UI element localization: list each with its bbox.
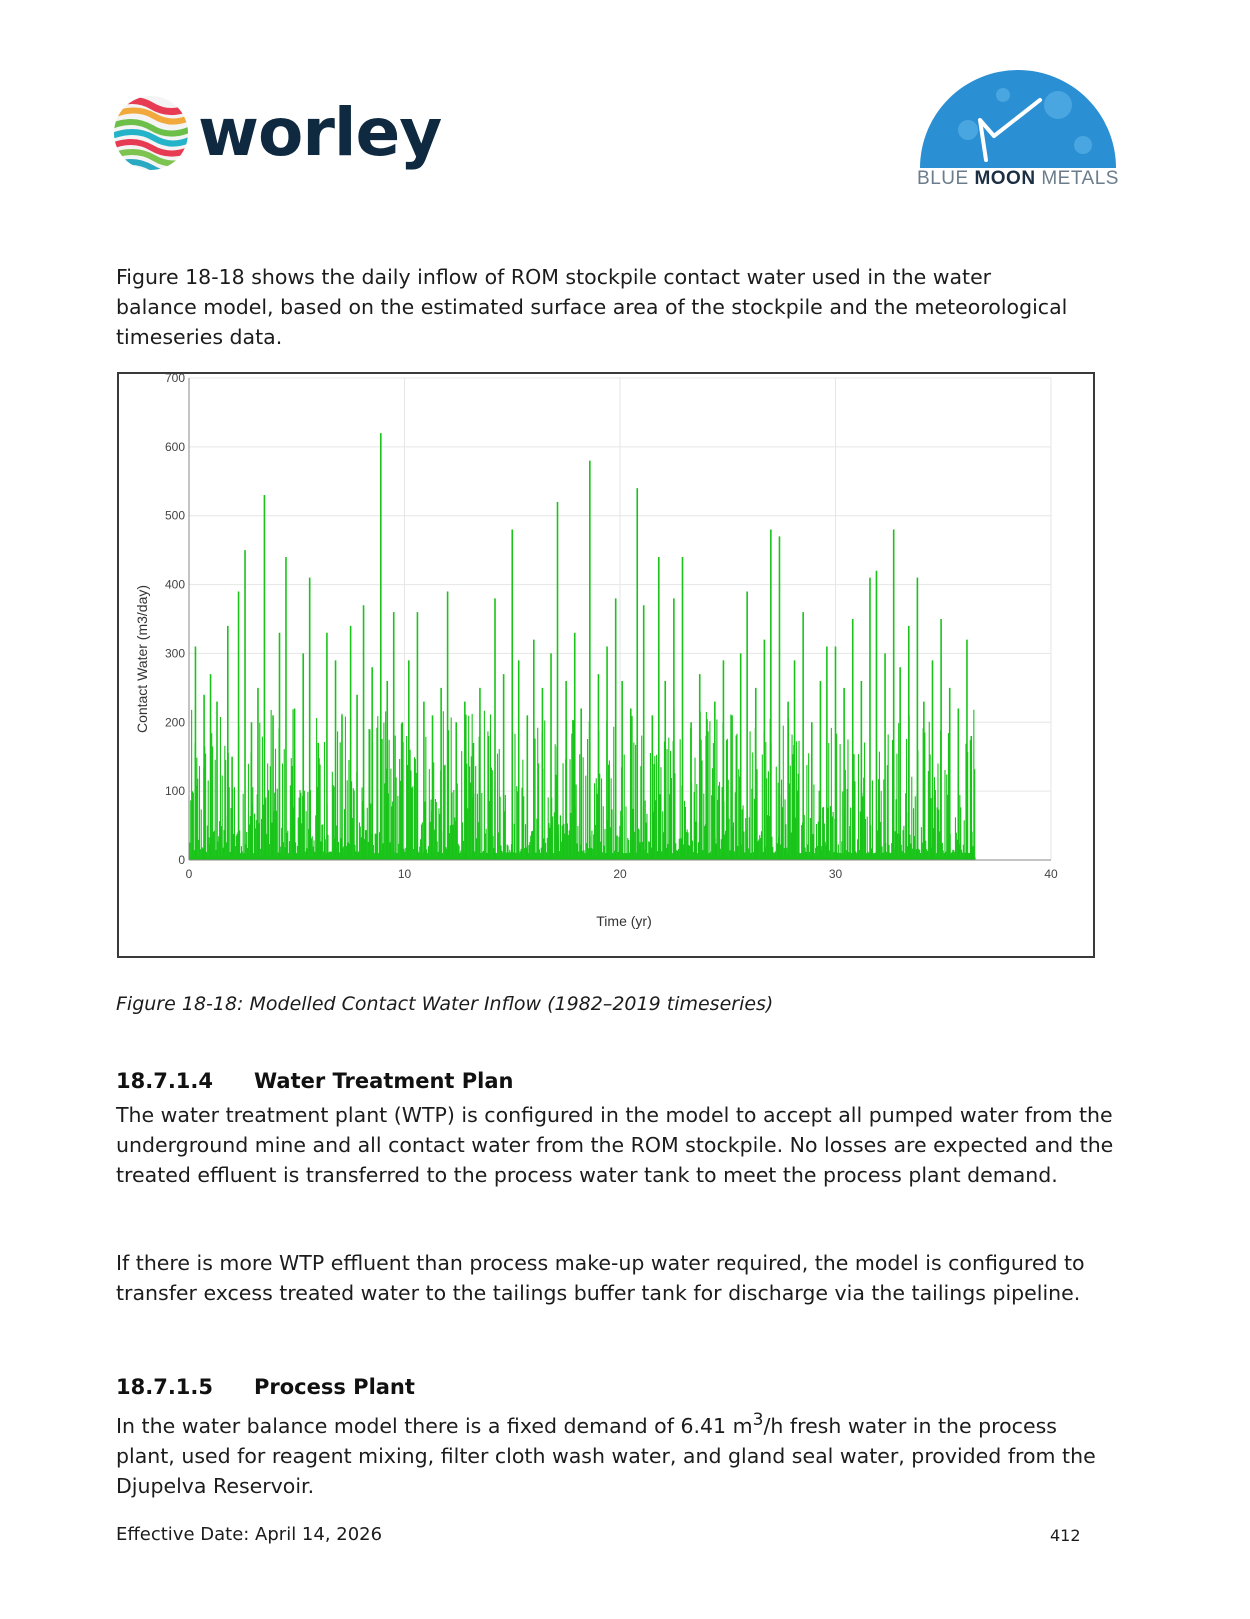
worley-logo (112, 88, 441, 178)
section-heading-water-treatment (116, 1069, 514, 1093)
moon-dome-icon (908, 60, 1128, 170)
unit-superscript: 3 (752, 1410, 764, 1430)
section-title: Water Treatment Plan (254, 1069, 514, 1093)
y-tick-label: 200 (164, 715, 185, 730)
y-tick-label: 100 (164, 784, 185, 799)
intro-paragraph: Figure 18-18 shows the daily inflow of ROM stockpile contact water used in the water balance model, based on the estimated surface area of the stockpile and the meteorological timeseries data. (116, 265, 1068, 349)
x-tick-label: 0 (185, 867, 193, 881)
y-axis-label: Contact Water (m3/day) (134, 584, 150, 734)
x-tick-label: 40 (1044, 867, 1058, 881)
x-tick-label: 20 (613, 867, 627, 881)
chart-svg (119, 374, 1093, 956)
y-tick-label: 300 (164, 646, 185, 661)
y-tick-label: 400 (164, 577, 185, 592)
blue-moon-metals-text: BLUE MOON METALS (917, 168, 1119, 189)
y-tick-label: 700 (164, 374, 185, 385)
contact-water-chart (117, 372, 1095, 958)
effective-date: Effective Date: April 14, 2026 (116, 1524, 383, 1545)
x-tick-label: 30 (828, 867, 843, 881)
blue-moon-metals-logo (908, 60, 1128, 200)
page-number: 412 (1050, 1526, 1081, 1545)
section-heading-process-plant (116, 1375, 415, 1399)
process-plant-paragraph: In the water balance model there is a fixed demand of 6.41 $m^3/h$ fresh water in the process plant, used for reagent mixing, filter cloth wash water, and gland seal water, provided from the Djupelva Reservoir. (116, 1410, 1096, 1498)
y-tick-label: 500 (164, 508, 185, 523)
water-treatment-paragraph-2: If there is more WTP effluent than process make-up water required, the model is configured to transfer excess treated water to the tailings buffer tank for discharge via the tailings pipeline. (116, 1251, 1085, 1305)
water-treatment-paragraph-1: The water treatment plant (WTP) is configured in the model to accept all pumped water from the underground mine and all contact water from the ROM stockpile. No losses are expected and the treated effluent is transferred to the process water tank to meet the process plant demand. (116, 1103, 1114, 1187)
y-tick-label: 0 (178, 853, 185, 867)
section-number: 18.7.1.4 (116, 1069, 213, 1093)
x-tick-label: 10 (397, 867, 412, 881)
y-tick-label: 600 (164, 439, 185, 454)
figure-caption: Figure 18-18: Modelled Contact Water Inflow (1982–2019 timeseries) (116, 993, 774, 1015)
x-axis-label: Time (yr) (596, 913, 652, 929)
section-title: Process Plant (254, 1375, 415, 1399)
worley-emblem-icon (112, 94, 190, 172)
worley-logo-text: worley (198, 94, 442, 171)
section-number: 18.7.1.5 (116, 1375, 213, 1399)
